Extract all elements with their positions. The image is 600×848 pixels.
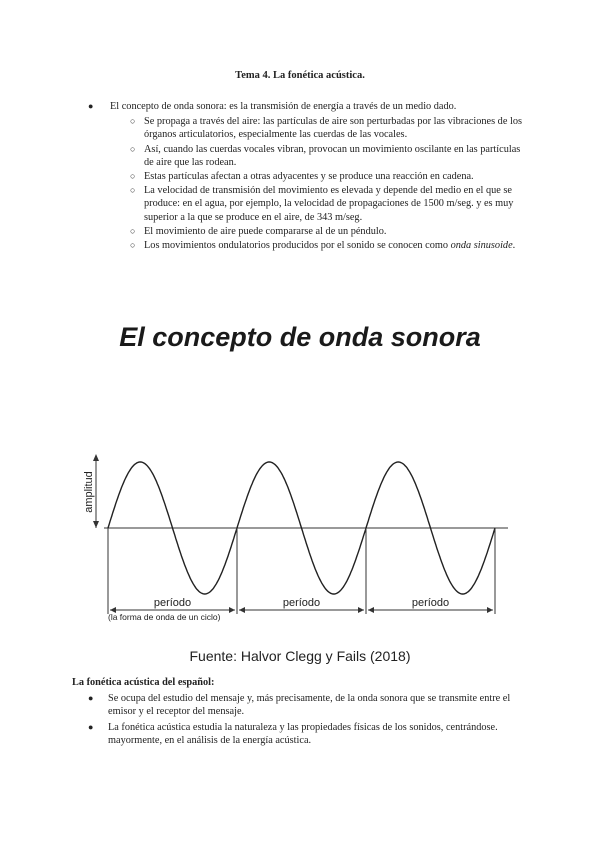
- figure-title: El concepto de onda sonora: [119, 322, 481, 352]
- circle-bullet-icon: ○: [130, 171, 136, 182]
- amplitude-arrow-head-up: [93, 454, 99, 461]
- period-arrow-head-left: [239, 607, 245, 613]
- sub-bullet-text: La velocidad de transmisión del movimiento es elevada y depende del medio en el que se produce: en el agua, por ejemplo, la velocidad de propagaciones de 1500 m/seg. y es muy superior a la que se produce en el aire, de 343 m/seg.: [144, 185, 514, 223]
- period-label: período: [282, 597, 321, 609]
- period-arrow-head-right: [358, 607, 364, 613]
- list-item: [88, 100, 528, 113]
- amplitude-axis: [83, 454, 99, 528]
- section-heading-text: La fonética acústica del español: [72, 677, 212, 688]
- circle-bullet-icon: ○: [130, 185, 136, 196]
- sub-bullet-text-suffix: .: [512, 240, 516, 252]
- sub-list-item: [88, 225, 528, 238]
- top-bullet-list: [88, 100, 528, 252]
- bullet-icon: ●: [88, 721, 94, 732]
- sub-bullet-text: Estas partículas afectan a otras adyacentes y se produce una reacción en cadena.: [144, 171, 474, 183]
- list-item: [72, 721, 532, 747]
- amplitude-label: amplitud: [83, 471, 95, 513]
- sub-bullet-text-prefix: Los movimientos ondulatorios producidos por el sonido se conocen como: [144, 240, 451, 252]
- section-heading: [72, 676, 532, 689]
- amplitude-arrow-head-down: [93, 521, 99, 528]
- period-label: período: [153, 597, 192, 609]
- period-arrow-head-right: [487, 607, 493, 613]
- period-markers: [108, 528, 495, 614]
- sub-list-item: [88, 115, 528, 141]
- period-arrow-head-left: [368, 607, 374, 613]
- circle-bullet-icon: ○: [130, 143, 136, 154]
- sub-bullet-text: El movimiento de aire puede compararse al de un péndulo.: [144, 225, 387, 237]
- sub-bullet-text: Se propaga a través del aire: las partículas de aire son perturbadas por las vibraciones de los órganos articulatorios, especialmente las cuerdas de las vocales.: [144, 116, 522, 141]
- period-label: período: [411, 597, 450, 609]
- sub-bullet-italic-term: onda sinusoide: [450, 240, 513, 252]
- sub-list-item: [88, 170, 528, 183]
- sub-list-item: [88, 143, 528, 169]
- sub-list-item: [88, 239, 528, 252]
- bullet-text: El concepto de onda sonora: es la transmisión de energía a través de un medio dado.: [110, 101, 457, 112]
- sine-wave-diagram: [70, 452, 510, 628]
- page-title: Tema 4. La fonética acústica.: [235, 70, 365, 81]
- circle-bullet-icon: ○: [130, 240, 136, 251]
- section-acustica-espanol: [72, 676, 532, 749]
- circle-bullet-icon: ○: [130, 116, 136, 127]
- list-item: [72, 692, 532, 718]
- figure-source: Fuente: Halvor Clegg y Fails (2018): [189, 648, 411, 664]
- section-heading-colon: :: [211, 677, 215, 688]
- bullet-icon: ●: [88, 693, 94, 704]
- bullet-icon: ●: [88, 101, 94, 111]
- bullet-text: Se ocupa del estudio del mensaje y, más precisamente, de la onda sonora que se transmite entre el emisor y el receptor del mensaje.: [108, 693, 511, 718]
- bullet-text: La fonética acústica estudia la naturaleza y las propiedades físicas de los sonidos, centrándose. mayormente, en el análisis de la energía acústica.: [108, 721, 498, 746]
- circle-bullet-icon: ○: [130, 225, 136, 236]
- period-arrow-head-right: [229, 607, 235, 613]
- sub-list-item: [88, 184, 528, 224]
- cycle-caption: (la forma de onda de un ciclo): [108, 612, 221, 622]
- sub-bullet-text: Así, cuando las cuerdas vocales vibran, provocan un movimiento oscilante en las partículas de aire que las rodean.: [144, 143, 521, 168]
